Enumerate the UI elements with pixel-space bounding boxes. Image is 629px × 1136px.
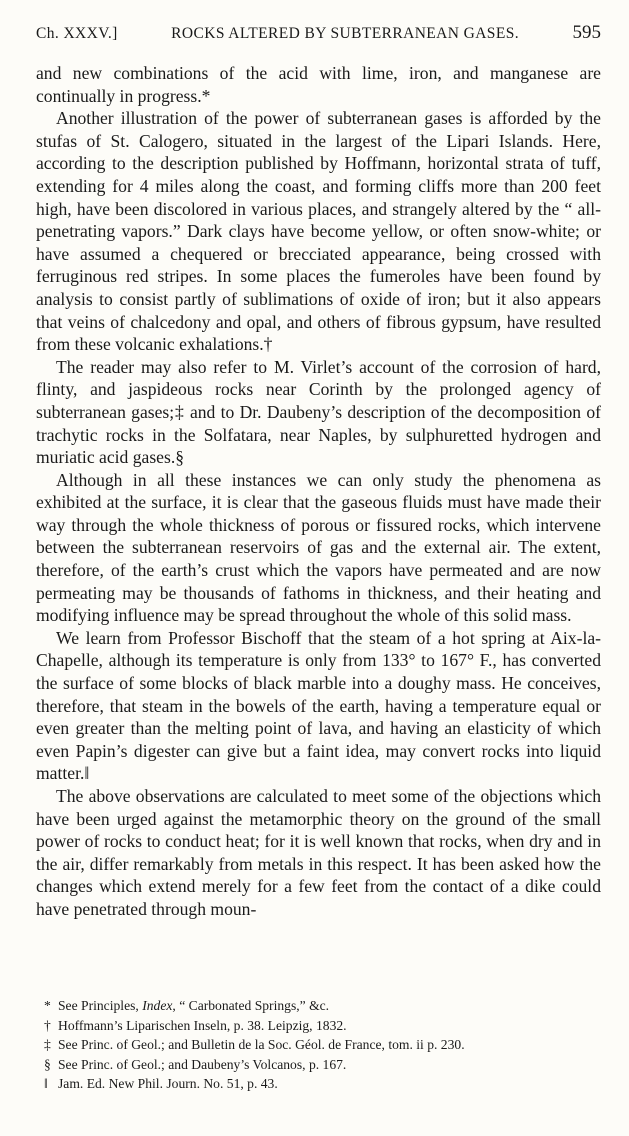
- paragraph: and new combinations of the acid with lime, iron, and manganese are continually in progress.*: [36, 63, 601, 106]
- footnote-text: Jam. Ed. New Phil. Journ. No. 51, p. 43.: [58, 1076, 278, 1091]
- paragraph: We learn from Professor Bischoff that the steam of a hot spring at Aix-la-Chapelle, although its temperature is only from 133° to 167° F., has converted the surface of some blocks of black marble into a doughy mass. He conceives, therefore, that steam in the bowels of the earth, having a temperature equal or even greater than the melting point of lava, and having an elasticity of which even Papin’s digester can give but a faint idea, may convert rocks into liquid matter.‖: [36, 627, 601, 784]
- footnote-italic: Index: [142, 998, 173, 1013]
- paragraph: Another illustration of the power of subterranean gases is afforded by the stufas of St. Calogero, situated in the largest of the Lipari Islands. Here, according to the description published by Hoffmann, horizontal strata of tuff, extending for 4 miles along the coast, and forming cliffs more than 200 feet high, have been discolored in various places, and strangely altered by the “ all-penetrating vapors.” Dark clays have become yellow, or often snow-white; or have assumed a chequered or brecciated appearance, being crossed with ferruginous red stripes. In some places the fumeroles have been found by analysis to consist partly of sublimations of oxide of iron; but it also appears that veins of chalcedony and opal, and others of fibrous gypsum, have resulted from these volcanic exhalations.†: [36, 108, 601, 355]
- paragraph: Although in all these instances we can only study the phenomena as exhibited at the surface, it is clear that the gaseous fluids must have made their way through the whole thickness of porous or fissured rocks, which intervene between the subterranean reservoirs of gas and the external air. The extent, therefore, of the earth’s crust which the vapors have permeated and are now permeating may be thousands of fathoms in thickness, and their heating and modifying influence may be spread throughout the whole of this solid mass.: [36, 469, 601, 626]
- footnote-text: , “ Carbonated Springs,” &c.: [172, 998, 330, 1013]
- paragraph: The reader may also refer to M. Virlet’s account of the corrosion of hard, flinty, and jaspideous rocks near Corinth by the prolonged agency of subterranean gases;‡ and to Dr. Daubeny’s description of the decomposition of trachytic rocks in the Solfatara, near Naples, by sulphuretted hydrogen and muriatic acid gases.§: [36, 356, 601, 468]
- footnote: [36, 1074, 601, 1094]
- running-title: ROCKS ALTERED BY SUBTERRANEAN GASES.: [171, 25, 519, 42]
- body-text: [36, 62, 601, 921]
- paragraph: The above observations are calculated to meet some of the objections which have been urged against the metamorphic theory on the ground of the small power of rocks to conduct heat; for it is well known that rocks, when dry and in the air, differ remarkably from metals in this respect. It has been asked how the changes which extend merely for a few feet from the contact of a dike could have penetrated through moun-: [36, 786, 601, 919]
- footnote-mark: †: [44, 1017, 51, 1033]
- footnote: [36, 1016, 601, 1036]
- footnote: [36, 1055, 601, 1075]
- footnote-mark: *: [44, 998, 51, 1013]
- page-number: 595: [572, 22, 601, 43]
- footnote-text: See Princ. of Geol.; and Bulletin de la Soc. Géol. de France, tom. ii p. 230.: [58, 1037, 465, 1052]
- footnotes: [36, 996, 601, 1094]
- running-header: [36, 22, 601, 44]
- footnote-mark: ‖: [44, 1076, 48, 1091]
- footnote-text: See Princ. of Geol.; and Daubeny’s Volcanos, p. 167.: [58, 1056, 347, 1072]
- footnote-mark: §: [44, 1056, 51, 1072]
- chapter-label: Ch. XXXV.]: [36, 25, 118, 42]
- footnote: [36, 996, 601, 1016]
- footnote-text: See Principles,: [58, 998, 143, 1013]
- footnote: [36, 1035, 601, 1055]
- footnote-text: Hoffmann’s Liparischen Inseln, p. 38. Leipzig, 1832.: [58, 1017, 347, 1033]
- footnote-mark: ‡: [44, 1037, 51, 1052]
